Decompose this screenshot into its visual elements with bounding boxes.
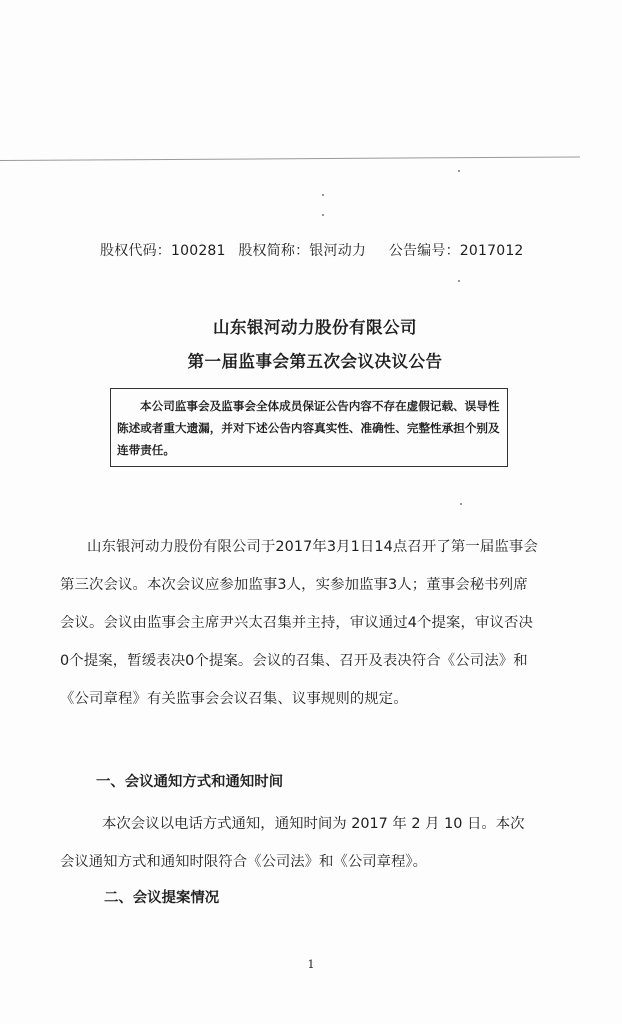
scan-speck	[458, 170, 460, 172]
announcement-header	[100, 240, 532, 260]
stock-abbreviation: 股权简称：银河动力	[238, 243, 367, 259]
scan-speck	[322, 214, 324, 216]
page-number: 1	[307, 958, 315, 971]
scan-speck	[460, 503, 462, 505]
stock-code: 股权代码：100281	[100, 243, 226, 259]
announcement-title: 第一届监事会第五次会议决议公告	[187, 352, 443, 371]
scan-edge-line	[0, 156, 580, 161]
body-paragraph: 山东银河动力股份有限公司于2017年3月1日14点召开了第一届监事会第三次会议。本次会议应参加监事3人，实参加监事3人；董事会秘书列席会议。会议由监事会主席尹兴太召集并主持，审议通过4个提案，审议否决0个提案，暂缓表决0个提案。会议的召集、召开及表决符合《公司法》和《公司章程》有关监事会会议召集、议事规则的规定。	[60, 539, 538, 707]
section-paragraph-notice-method: 本次会议以电话方式通知，通知时间为 2017 年 2 月 10 日。本次会议通知方式和通知时限符合《公司法》和《公司章程》。	[60, 816, 525, 870]
scan-speck	[322, 194, 324, 196]
section-heading-proposals: 二、会议提案情况	[104, 890, 220, 906]
scan-speck	[458, 280, 460, 282]
company-name-title: 山东银河动力股份有限公司	[213, 318, 417, 337]
section-heading-notice-method: 一、会议通知方式和通知时间	[96, 774, 284, 790]
announcement-number: 公告编号：2017012	[388, 243, 524, 259]
disclaimer-box: 本公司监事会及监事会全体成员保证公告内容不存在虚假记载、误导性陈述或者重大遗漏，并对下述公告内容真实性、准确性、完整性承担个别及连带责任。	[110, 388, 508, 467]
